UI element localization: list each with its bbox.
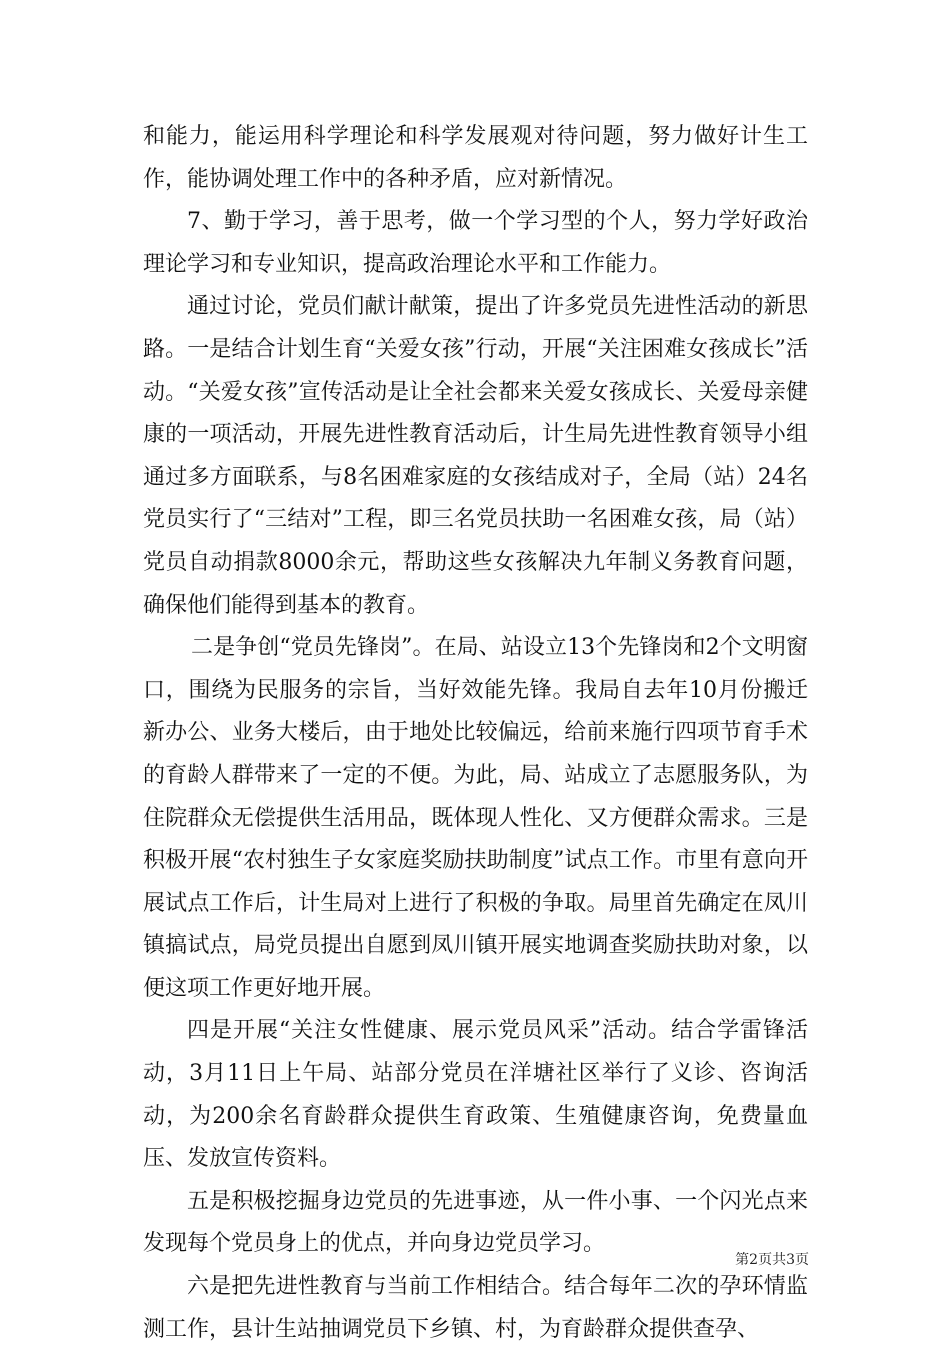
page-number: 第2页共3页	[735, 1252, 809, 1268]
paragraph-advanced-deeds: 五是积极挖掘身边党员的先进事迹，从一件小事、一个闪光点来发现每个党员身上的优点，并向身边党员学习。	[143, 1188, 808, 1257]
paragraph-pioneer-post: 二是争创“党员先锋岗”。在局、站设立13个先锋岗和2个文明窗口，围绕为民服务的宗旨，当好效能先锋。我局自去年10月份搬迁新办公、业务大楼后，由于地处比较偏远，给前来施行四项节育手术的育龄人群带来了一定的不便。为此，局、站成立了志愿服务队，为住院群众无偿提供生活用品，既体现人性化、又方便群众需求。三是积极开展“农村独生子女家庭奖励扶助制度”试点工作。市里有意向开展试点工作后，计生局对上进行了积极的争取。局里首先确定在凤川镇搞试点，局党员提出自愿到凤川镇开展实地调查奖励扶助对象，以便这项工作更好地开展。	[143, 635, 808, 1001]
paragraph-continuation: 和能力，能运用科学理论和科学发展观对待问题，努力做好计生工作，能协调处理工作中的各种矛盾，应对新情况。	[143, 124, 808, 192]
paragraph-current-work: 六是把先进性教育与当前工作相结合。结合每年二次的孕环情监测工作，县计生站抽调党员下乡镇、村，为育龄群众提供查孕、	[143, 1274, 808, 1342]
body-text	[143, 116, 808, 1351]
paragraph-women-health: 四是开展“关注女性健康、展示党员风采”活动。结合学雷锋活动，3月11日上午局、站部分党员在洋塘社区举行了义诊、咨询活动，为200余名育龄群众提供生育政策、生殖健康咨询，免费量血压、发放宣传资料。	[143, 1018, 808, 1172]
paragraph-study: 7、勤于学习，善于思考，做一个学习型的个人，努力学好政治理论学习和专业知识，提高政治理论水平和工作能力。	[143, 209, 808, 277]
paragraph-discussion: 通过讨论，党员们献计献策，提出了许多党员先进性活动的新思路。一是结合计划生育“关爱女孩”行动，开展“关注困难女孩成长”活动。“关爱女孩”宣传活动是让全社会都来关爱女孩成长、关爱母亲健康的一项活动，开展先进性教育活动后，计生局先进性教育领导小组通过多方面联系，与8名困难家庭的女孩结成对子，全局（站）24名党员实行了“三结对”工程，即三名党员扶助一名困难女孩，局（站）党员自动捐款8000余元，帮助这些女孩解决九年制义务教育问题，确保他们能得到基本的教育。	[143, 294, 808, 618]
